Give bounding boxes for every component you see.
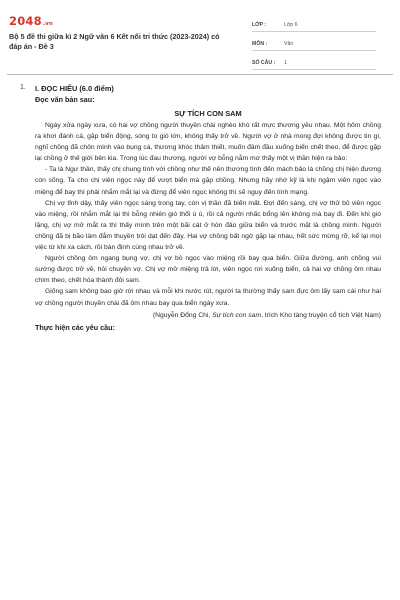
- meta-label: SỐ CÂU :: [252, 60, 276, 66]
- story-paragraph: Người chồng ôm ngang bụng vợ, chị vợ bỏ ngọc vào miệng rồi bay qua biển. Giữa đường, anh chồng vui sướng được trở về, hỏi chuyện vợ. Chị vợ mở miệng trả lời, viên ngọc rơi xuống biển, cả hai vợ chồng ôm nhau chìm theo, chết hóa thành đôi sam.: [35, 255, 381, 285]
- section-title: I. ĐỌC HIỂU (6.0 điểm): [35, 84, 114, 93]
- meta-label: LỚP :: [252, 22, 267, 28]
- story-title: SỰ TÍCH CON SAM: [174, 109, 242, 118]
- source-title: Sự tích con sam: [212, 311, 262, 319]
- meta-row-question-count: [252, 51, 376, 70]
- story-paragraph: - Ta là Ngư thần, thấy chị chung tình với chồng như thế nên thương tình đến mách bảo là chồng chị hiện đương còn sống. Ta cho chị viên ngọc này để vượt biển mà gặp chồng. Nhưng hãy nhớ kỹ là khi ngậm viên ngọc vào miệng để bay thì phải nhắm mắt lại và đừng để viên ngọc không thì sẽ nguy đến tính mạng.: [35, 166, 381, 196]
- logo-main: 2048: [9, 14, 42, 28]
- source-suffix: , trích Kho tàng truyện cổ tích Việt Nam): [261, 311, 381, 319]
- meta-label: MÔN :: [252, 41, 268, 47]
- meta-row-subject: [252, 32, 376, 51]
- story-source: [35, 310, 381, 321]
- question-block: [21, 83, 381, 333]
- story-paragraph: Chị vợ tỉnh dậy, thấy viên ngọc sáng trong tay, còn vị thần đã biến mất. Đợi đến sáng, chị vợ thử bỏ viên ngọc vào miệng, rồi nhắm mắt lại thì bỗng nhiên gió thổi ù ù, rồi cả người nhấc bổng lên không mà bay đi. Đến khi gió lặng, chị vợ mở mắt ra thì thấy mình trên một bãi cát ở hòn đảo giữa biển và trước mặt là chồng mình. Người chồng đã bị bão làm đắm thuyền trôi dạt đến đây. Hai vợ chồng bất ngờ gặp lại nhau, hết sức mừng rỡ, kể lại mọi việc từ khi xa cách, rồi bàn định cùng nhau trở về.: [35, 199, 381, 252]
- question-number: 1.: [20, 84, 26, 91]
- header-divider: [7, 74, 393, 75]
- source-prefix: (Nguyễn Đổng Chi,: [152, 311, 213, 319]
- reading-intro: Đọc văn bản sau:: [35, 95, 95, 104]
- logo-sub: .vn: [42, 21, 54, 27]
- meta-value: 1: [284, 60, 287, 66]
- document-title: Bộ 5 đề thi giữa kì 2 Ngữ văn 6 Kết nối tri thức (2023-2024) có đáp án - Đề 3: [9, 32, 220, 51]
- task-heading: Thực hiện các yêu cầu:: [35, 322, 115, 332]
- meta-panel: [252, 13, 376, 70]
- meta-value: Văn: [284, 41, 294, 47]
- story-paragraph: Ngày xửa ngày xưa, có hai vợ chồng người thuyền chài nghèo khó rất mực thương yêu nhau. Một hôm chồng ra khơi đánh cá, gặp biển động, sóng to gió lớn, không thấy trở về. Người vợ ở nhà mong đợi không được tin gì, nghĩ chồng đã chôn mình vào bụng cá, thương khóc thảm thiết, muốn đâm đầu xuống biển chết theo, để được gặp lại chồng ở thế giới bên kia. Trong lúc đau thương, người vợ bỗng nằm mơ thấy một vị thần hiện ra bảo:: [35, 122, 381, 163]
- story-paragraph: Giống sam không bao giờ rời nhau và mỗi khi nước rút, người ta thường thấy sam đực ôm lấy sam cái như hai vợ chồng người thuyền chài đã ôm nhau bay qua biển ngày xưa.: [35, 288, 381, 307]
- site-logo[interactable]: [9, 14, 53, 28]
- meta-row-class: [252, 13, 376, 32]
- meta-value: Lớp 6: [284, 22, 298, 28]
